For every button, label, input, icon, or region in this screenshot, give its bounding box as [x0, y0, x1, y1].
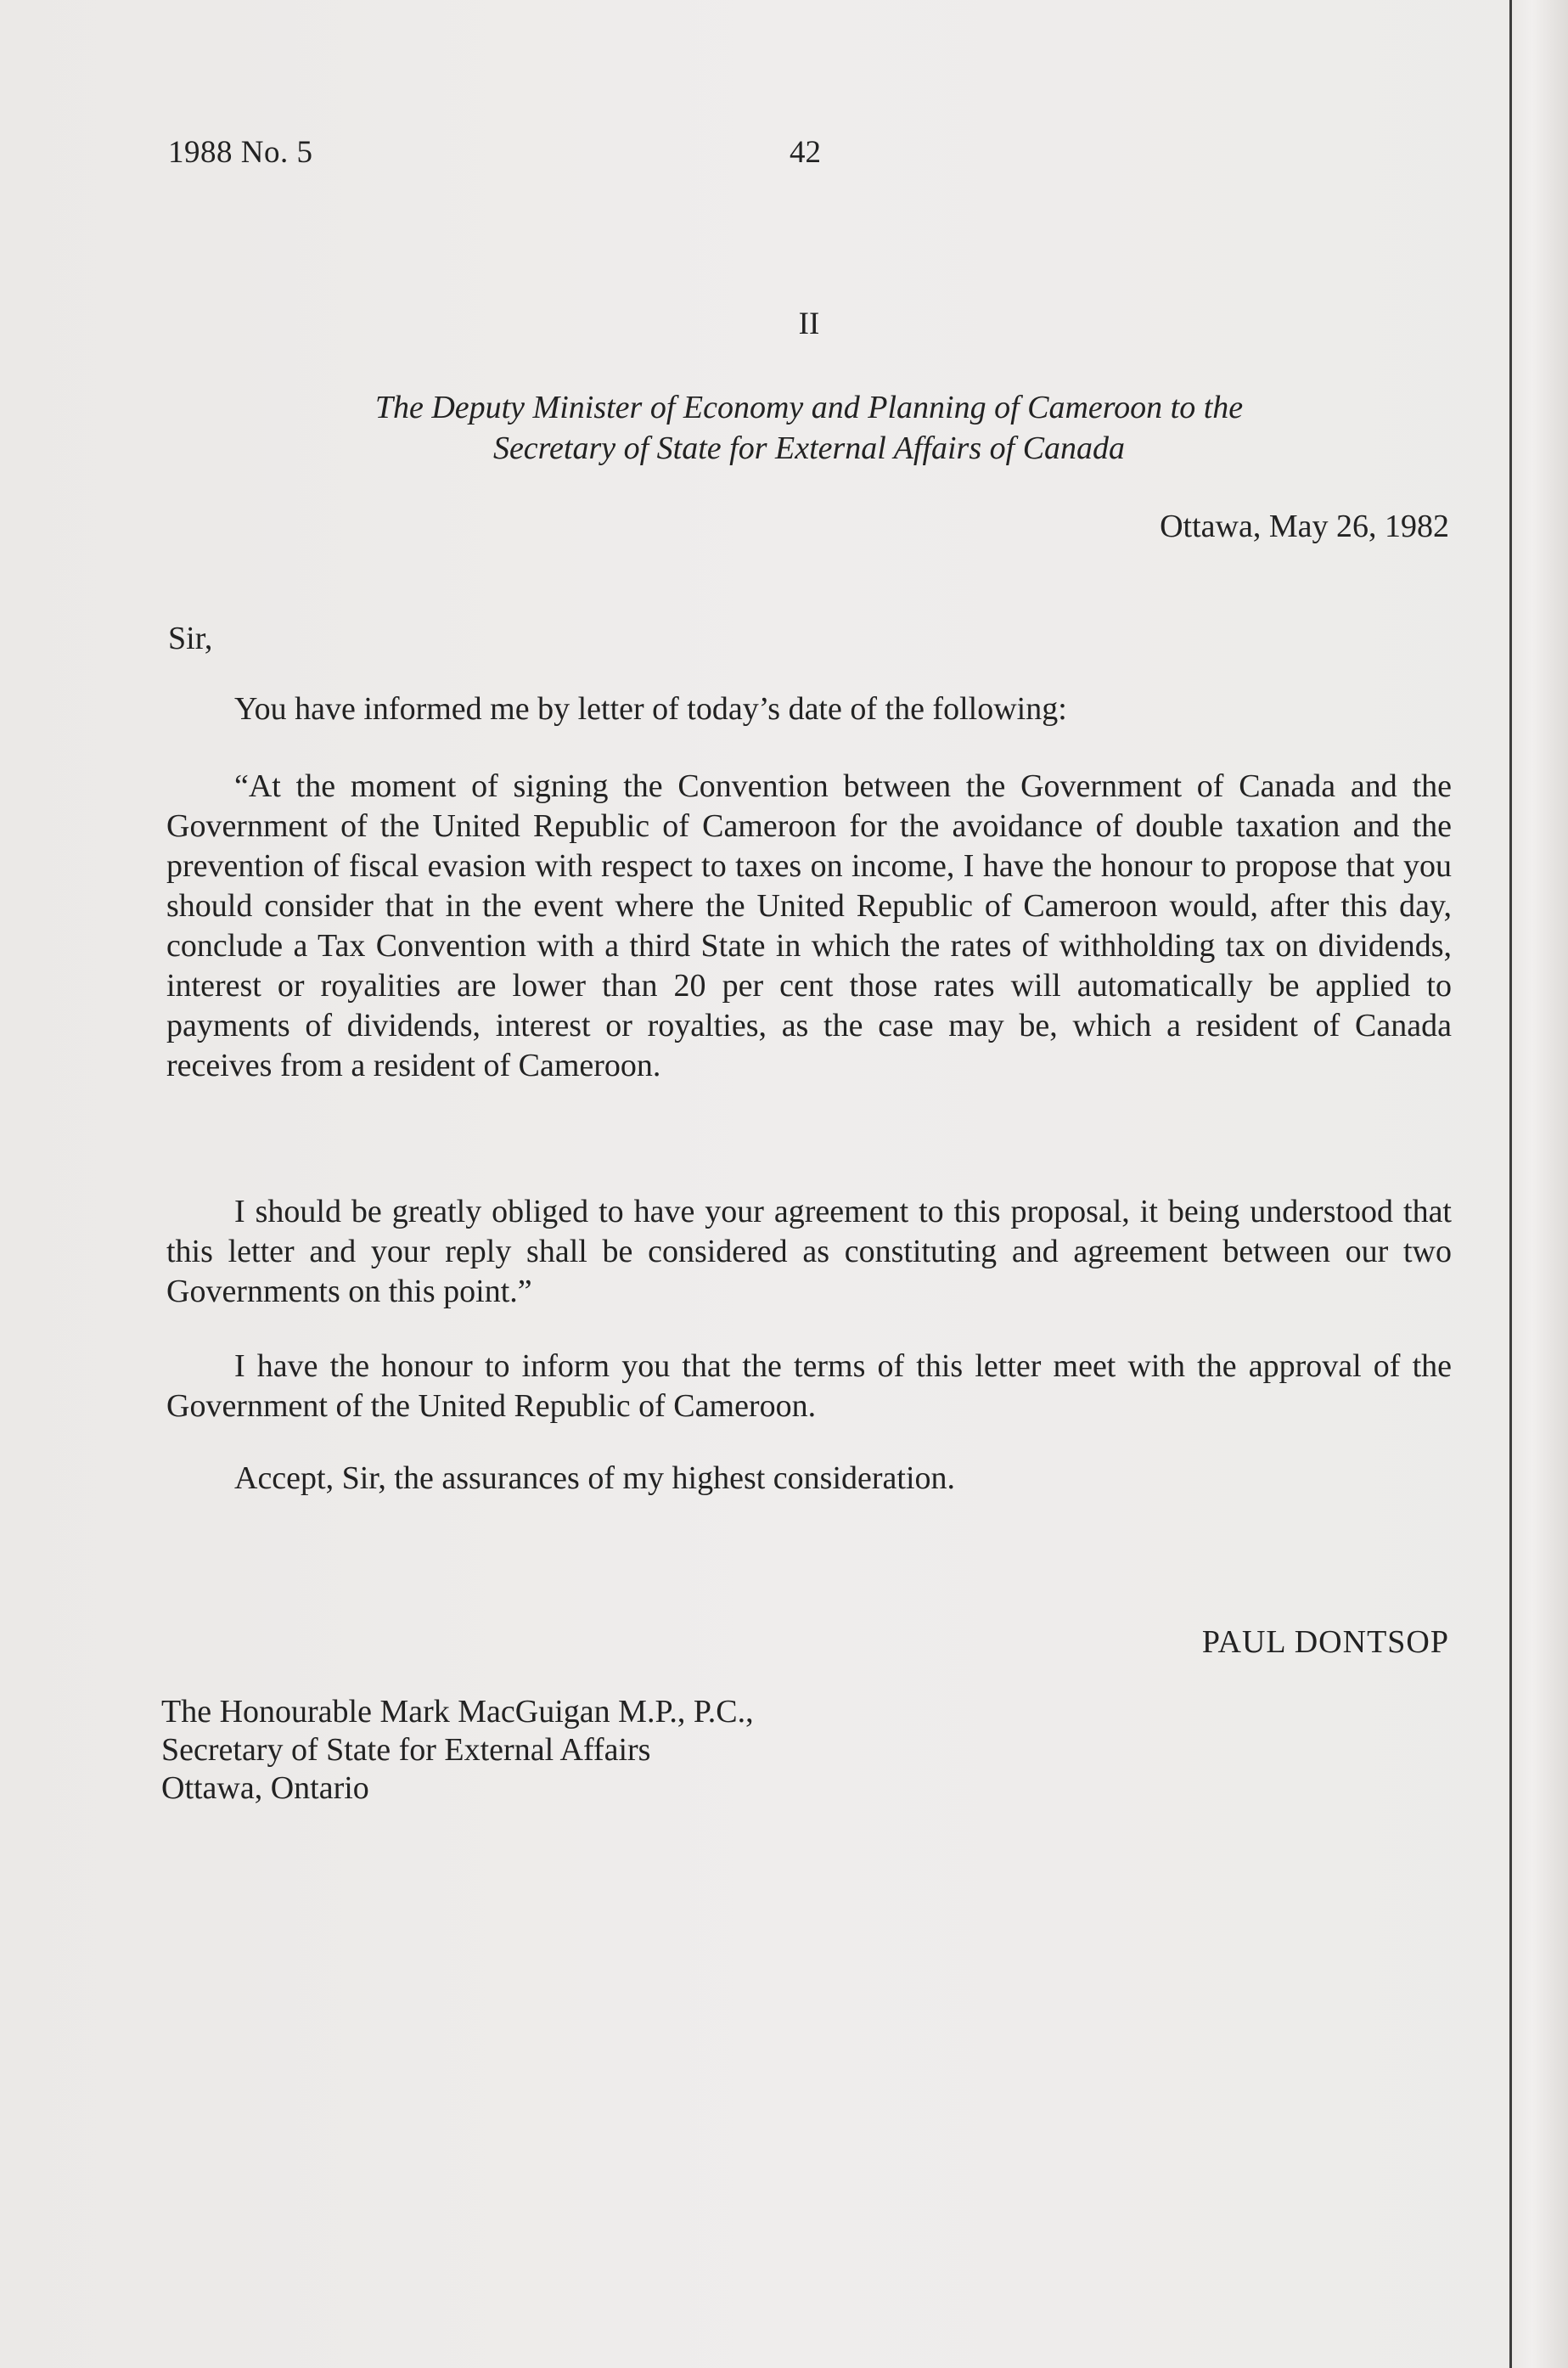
binding-edge-line	[1509, 0, 1512, 2368]
letter-heading	[0, 387, 1568, 469]
page-number: 42	[790, 135, 821, 170]
place-date: Ottawa, May 26, 1982	[1160, 509, 1449, 544]
addressee-block	[161, 1693, 754, 1808]
letter-heading-line-2: Secretary of State for External Affairs of Canada	[492, 430, 1126, 466]
paragraph-agreement-request: I should be greatly obliged to have your agreement to this proposal, it being understood that this letter and your reply shall be considered as constituting and agreement between our two Governments on this point.”	[166, 1194, 1452, 1309]
addressee-line-1: The Honourable Mark MacGuigan M.P., P.C.,	[161, 1694, 754, 1730]
page-edge	[1509, 0, 1568, 2368]
letter-heading-line-1: The Deputy Minister of Economy and Planning of Cameroon to the	[374, 390, 1244, 425]
running-head: 1988 No. 5	[168, 135, 313, 170]
paragraph-quoted-proposal: “At the moment of signing the Convention between the Government of Canada and the Government of the United Republic of Cameroon for the avoidance of double taxation and the prevention of fiscal evasion with respect to taxes on income, I have the honour to propose that you should consider that in the event where the United Republic of Cameroon would, after this day, conclude a Tax Convention with a third State in which the rates of withholding tax on dividends, interest or royalities are lower than 20 per cent those rates will automatically be applied to payments of dividends, interest or royalties, as the case may be, which a resident of Canada receives from a resident of Cameroon.	[166, 768, 1452, 1083]
addressee-line-3: Ottawa, Ontario	[161, 1770, 369, 1806]
paragraph-closing: Accept, Sir, the assurances of my highest consideration.	[234, 1460, 956, 1496]
paragraph-approval: I have the honour to inform you that the terms of this letter meet with the approval of the Government of the United Republic of Cameroon.	[166, 1348, 1452, 1424]
signatory-name: PAUL DONTSOP	[1201, 1624, 1449, 1660]
section-number: II	[798, 307, 820, 341]
addressee-line-2: Secretary of State for External Affairs	[161, 1732, 651, 1768]
salutation: Sir,	[168, 621, 213, 656]
paragraph-intro: You have informed me by letter of today’s date of the following:	[234, 691, 1067, 727]
